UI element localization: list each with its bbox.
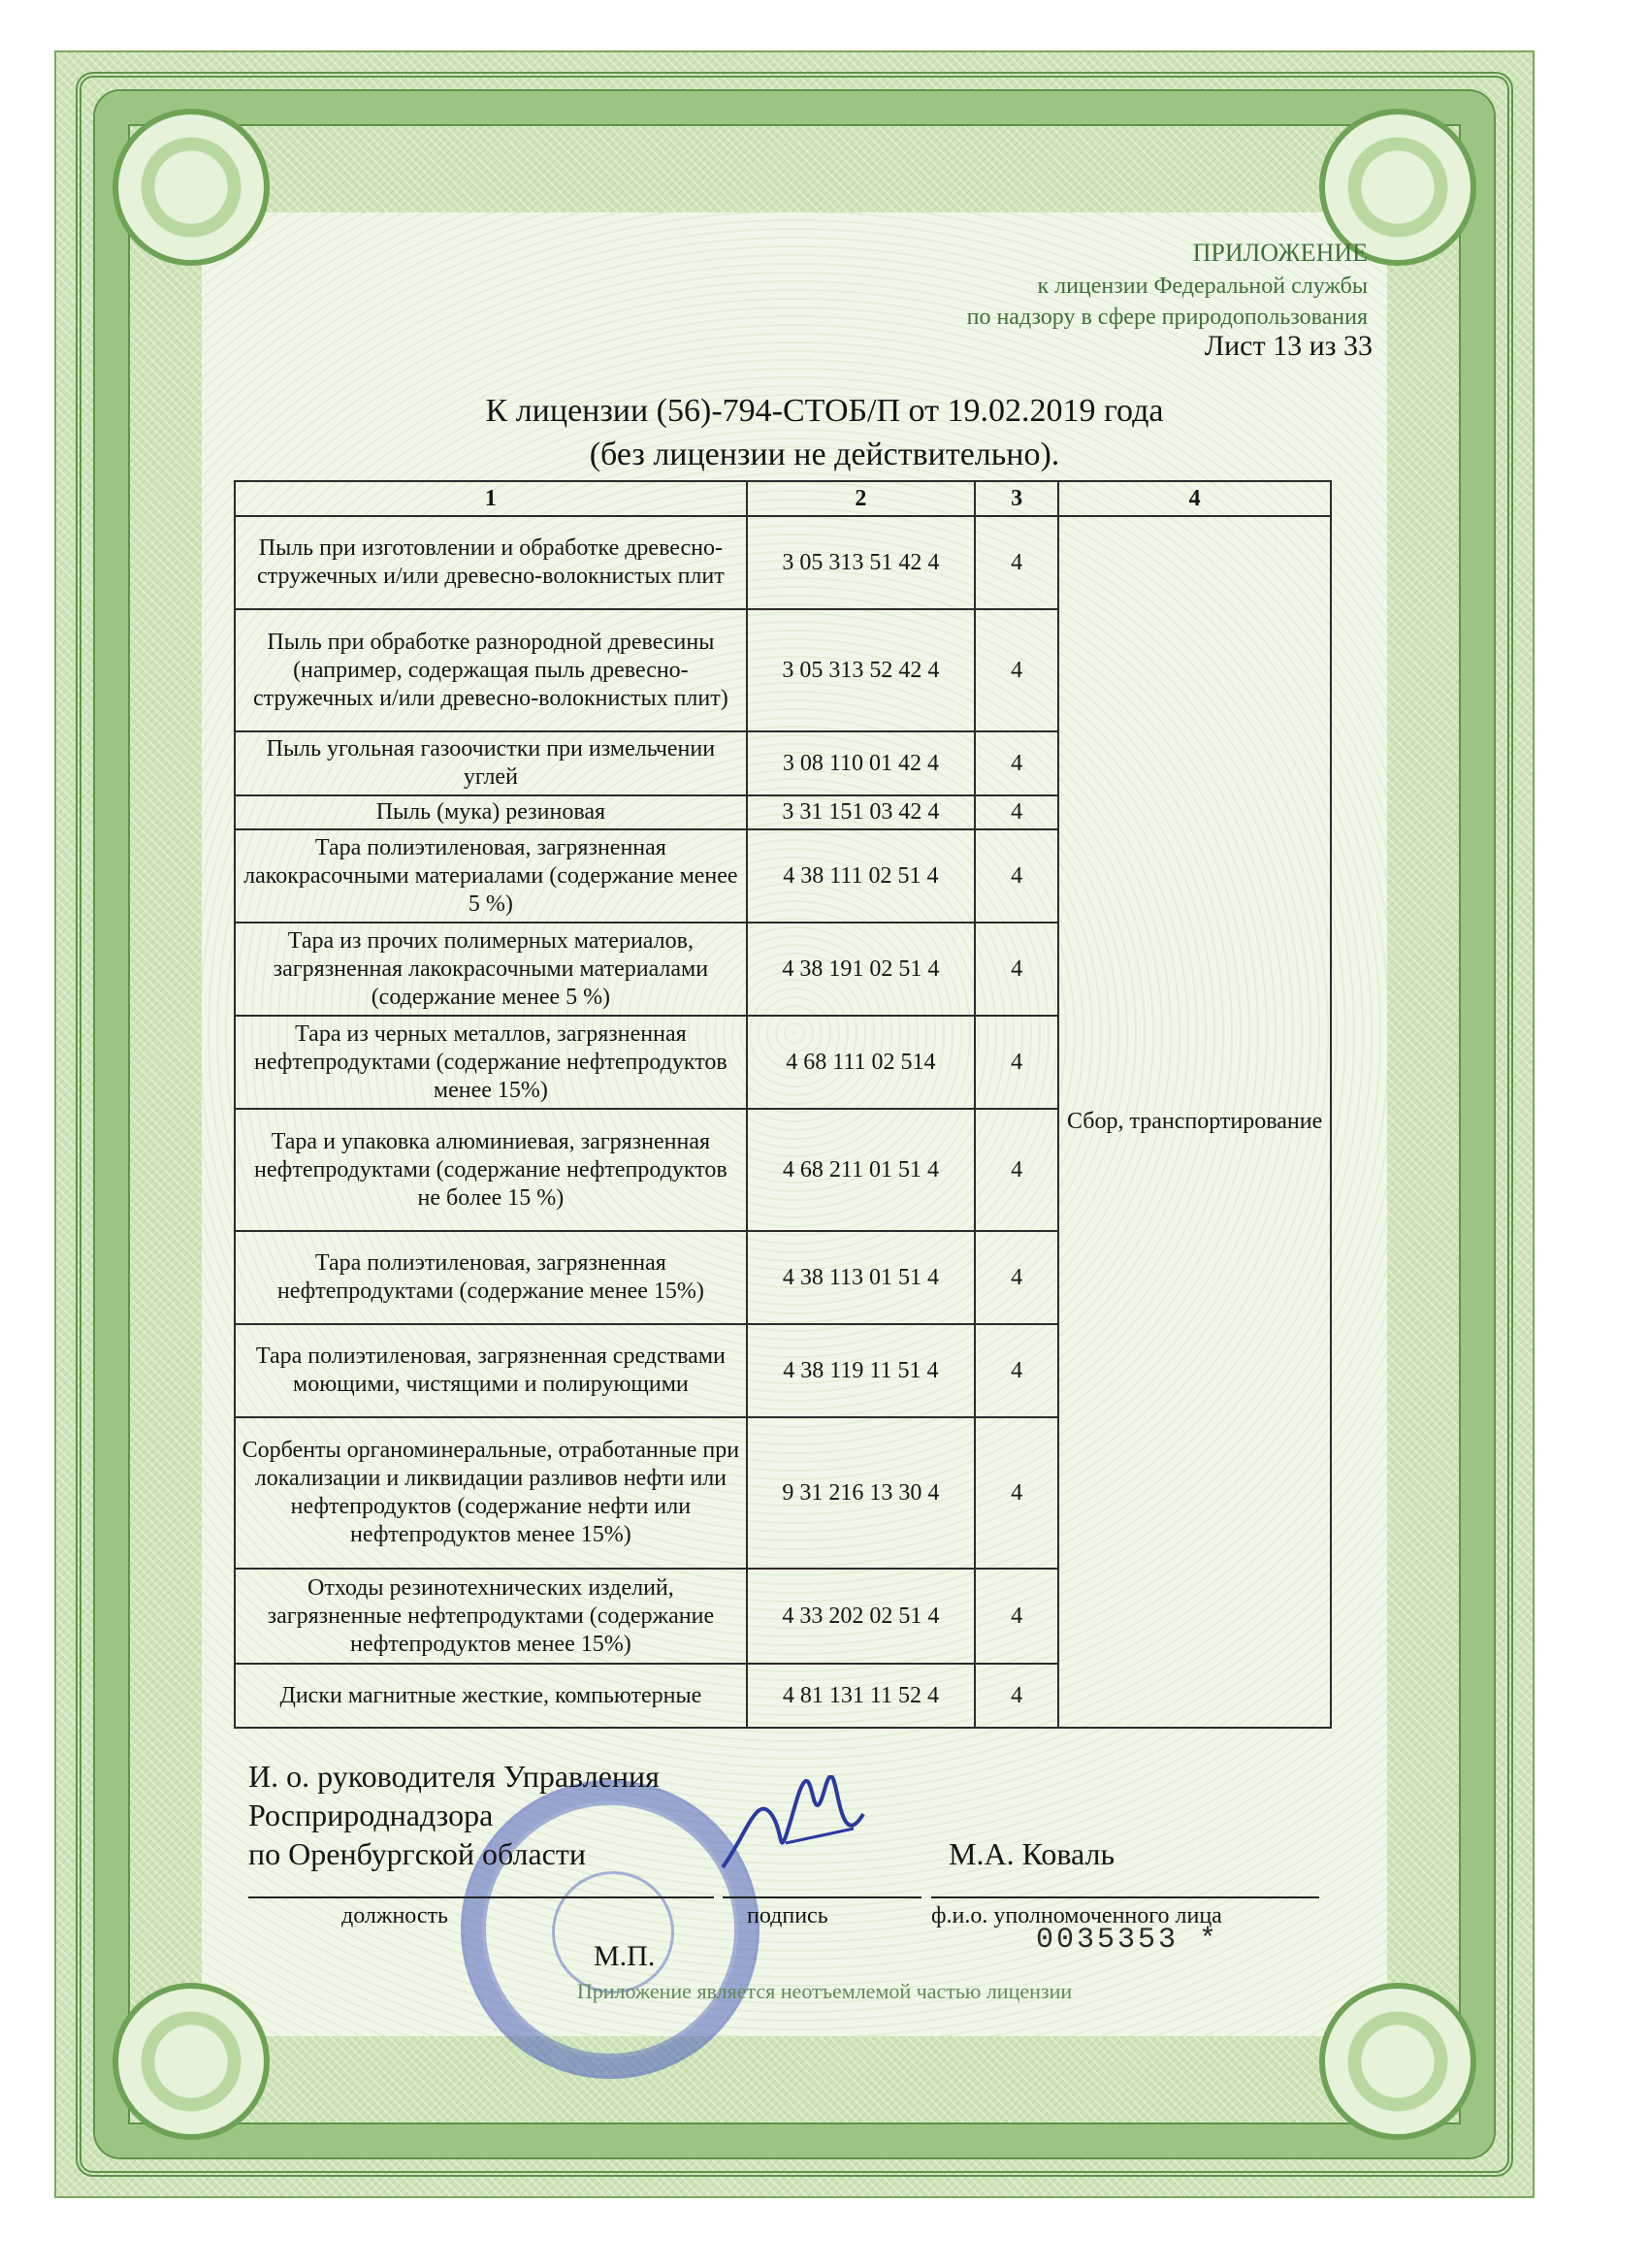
appendix-subtitle-line2: по надзору в сфере природопользования bbox=[966, 305, 1368, 330]
waste-code-cell: 3 31 151 03 42 4 bbox=[747, 795, 975, 829]
official-seal-icon bbox=[461, 1780, 760, 2079]
waste-code-cell: 4 68 111 02 514 bbox=[747, 1016, 975, 1109]
name-underline bbox=[931, 1896, 1319, 1898]
waste-code-cell: 4 38 113 01 51 4 bbox=[747, 1231, 975, 1324]
hazard-class-cell: 4 bbox=[975, 1231, 1058, 1324]
activity-cell: Сбор, транспортирование bbox=[1058, 516, 1331, 1728]
hazard-class-cell: 4 bbox=[975, 1016, 1058, 1109]
signatory-position-line3: по Оренбургской области bbox=[248, 1836, 586, 1871]
waste-name-cell: Пыль (мука) резиновая bbox=[235, 795, 747, 829]
ornament-corner-icon bbox=[113, 1983, 270, 2140]
waste-code-cell: 4 68 211 01 51 4 bbox=[747, 1109, 975, 1231]
waste-code-cell: 3 05 313 51 42 4 bbox=[747, 516, 975, 609]
waste-name-cell: Пыль при обработке разнородной древесины (например, содержащая пыль древесно-стружечных и/или древесно-волокнистых плит) bbox=[235, 609, 747, 731]
waste-name-cell: Тара из черных металлов, загрязненная нефтепродуктами (содержание нефтепродуктов менее 15%) bbox=[235, 1016, 747, 1109]
caption-fio: ф.и.о. уполномоченного лица bbox=[931, 1903, 1222, 1928]
ornament-corner-icon bbox=[113, 109, 270, 266]
hazard-class-cell: 4 bbox=[975, 516, 1058, 609]
position-underline bbox=[248, 1896, 714, 1898]
hazard-class-cell: 4 bbox=[975, 609, 1058, 731]
waste-name-cell: Тара и упаковка алюминиевая, загрязненная нефтепродуктами (содержание нефтепродуктов не более 15 %) bbox=[235, 1109, 747, 1231]
waste-name-cell: Тара полиэтиленовая, загрязненная лакокрасочными материалами (содержание менее 5 %) bbox=[235, 829, 747, 923]
hazard-class-cell: 4 bbox=[975, 923, 1058, 1016]
column-header-1: 1 bbox=[235, 481, 747, 516]
footer-note: Приложение является неотъемлемой частью лицензии bbox=[576, 1979, 1073, 2003]
signature-underline bbox=[723, 1896, 922, 1898]
column-header-4: 4 bbox=[1058, 481, 1331, 516]
hazard-class-cell: 4 bbox=[975, 1417, 1058, 1569]
sheet-number: Лист 13 из 33 bbox=[1204, 330, 1373, 362]
caption-signature: подпись bbox=[747, 1903, 828, 1928]
table-row bbox=[235, 516, 1331, 609]
waste-name-cell: Сорбенты органоминеральные, отработанные при локализации и ликвидации разливов нефти или нефтепродуктов (содержание нефти или нефтепродуктов менее 15%) bbox=[235, 1417, 747, 1569]
appendix-subtitle-line1: к лицензии Федеральной службы bbox=[1037, 274, 1368, 299]
serial-number: 0035353 * bbox=[1036, 1924, 1220, 1957]
hazard-class-cell: 4 bbox=[975, 1664, 1058, 1728]
column-header-3: 3 bbox=[975, 481, 1058, 516]
signatory-position-line1: И. о. руководителя Управления bbox=[248, 1759, 660, 1794]
hazard-class-cell: 4 bbox=[975, 1324, 1058, 1417]
hazard-class-cell: 4 bbox=[975, 829, 1058, 923]
waste-code-cell: 9 31 216 13 30 4 bbox=[747, 1417, 975, 1569]
waste-name-cell: Тара полиэтиленовая, загрязненная средствами моющими, чистящими и полирующими bbox=[235, 1324, 747, 1417]
caption-position: должность bbox=[341, 1903, 448, 1928]
handwritten-signature-icon bbox=[718, 1775, 873, 1882]
hazard-class-cell: 4 bbox=[975, 731, 1058, 795]
table-header-row bbox=[235, 481, 1331, 516]
waste-code-cell: 4 33 202 02 51 4 bbox=[747, 1569, 975, 1664]
license-validity-note: (без лицензии не действительно). bbox=[589, 437, 1060, 472]
waste-code-cell: 4 81 131 11 52 4 bbox=[747, 1664, 975, 1728]
waste-name-cell: Диски магнитные жесткие, компьютерные bbox=[235, 1664, 747, 1728]
seal-emblem-icon bbox=[552, 1871, 674, 1993]
waste-name-cell: Пыль угольная газоочистки при измельчении углей bbox=[235, 731, 747, 795]
ornament-corner-icon bbox=[1319, 1983, 1476, 2140]
waste-name-cell: Пыль при изготовлении и обработке древесно-стружечных и/или древесно-волокнистых плит bbox=[235, 516, 747, 609]
license-reference: К лицензии (56)-794-СТОБ/П от 19.02.2019 года bbox=[485, 393, 1164, 429]
column-header-2: 2 bbox=[747, 481, 975, 516]
signatory-name: М.А. Коваль bbox=[949, 1836, 1116, 1871]
waste-code-cell: 4 38 191 02 51 4 bbox=[747, 923, 975, 1016]
hazard-class-cell: 4 bbox=[975, 1109, 1058, 1231]
waste-code-cell: 3 05 313 52 42 4 bbox=[747, 609, 975, 731]
waste-code-cell: 4 38 119 11 51 4 bbox=[747, 1324, 975, 1417]
waste-name-cell: Отходы резинотехнических изделий, загрязненные нефтепродуктами (содержание нефтепродуктов менее 15%) bbox=[235, 1569, 747, 1664]
waste-code-cell: 4 38 111 02 51 4 bbox=[747, 829, 975, 923]
seal-place-label: М.П. bbox=[594, 1940, 656, 1972]
signatory-position-line2: Росприроднадзора bbox=[248, 1798, 494, 1832]
waste-name-cell: Тара из прочих полимерных материалов, загрязненная лакокрасочными материалами (содержание менее 5 %) bbox=[235, 923, 747, 1016]
appendix-title: ПРИЛОЖЕНИЕ bbox=[1192, 239, 1368, 267]
hazard-class-cell: 4 bbox=[975, 1569, 1058, 1664]
hazard-class-cell: 4 bbox=[975, 795, 1058, 829]
waste-code-cell: 3 08 110 01 42 4 bbox=[747, 731, 975, 795]
waste-name-cell: Тара полиэтиленовая, загрязненная нефтепродуктами (содержание менее 15%) bbox=[235, 1231, 747, 1324]
waste-table bbox=[234, 480, 1332, 1729]
